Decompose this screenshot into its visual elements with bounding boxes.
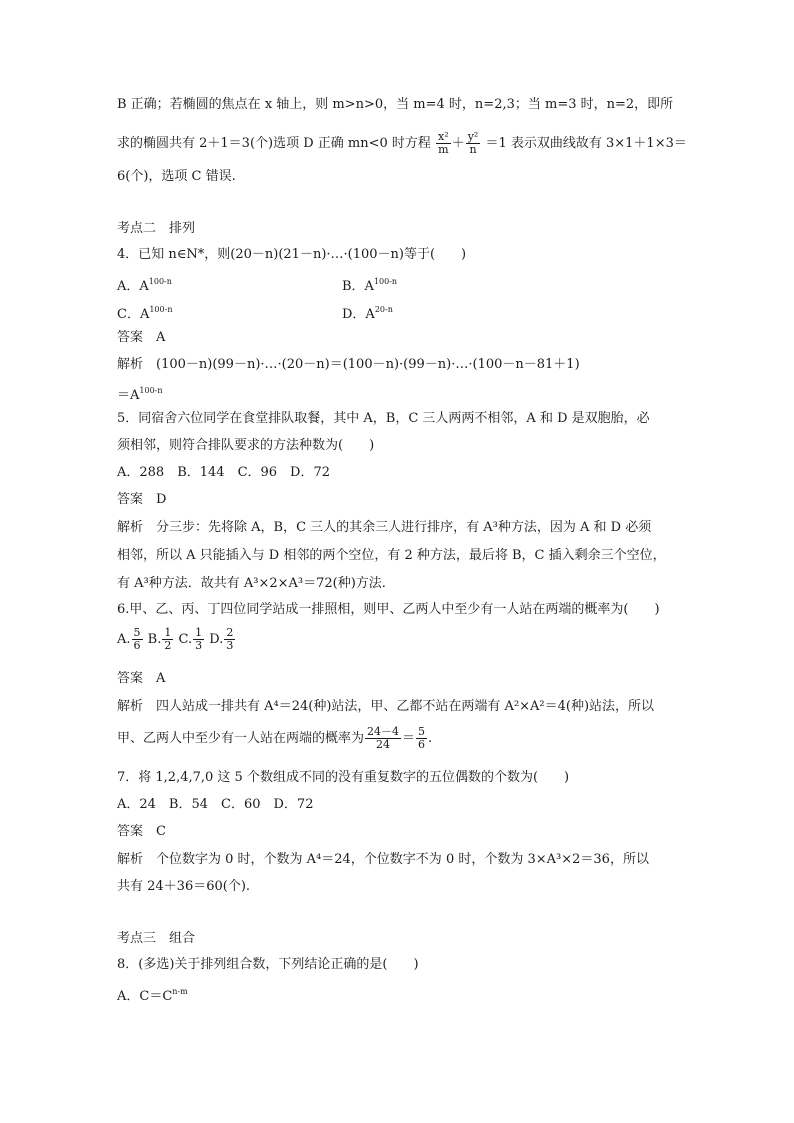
fraction <box>365 726 401 751</box>
fraction-denominator: 24 <box>376 738 391 751</box>
question-8-option-a <box>117 983 188 1006</box>
option-label: B. <box>147 632 162 647</box>
fraction-numerator: x² <box>438 130 449 143</box>
question-8: 8．(多选)关于排列组合数，下列结论正确的是( ) <box>117 957 419 972</box>
superscript: n-m <box>172 987 188 996</box>
explanation-4: 解析 (100－n)(99－n)·…·(20－n)＝(100－n)·(99－n)·…·(100－n－81＋1) <box>117 357 580 372</box>
answer-5: 答案 D <box>117 492 167 507</box>
period: . <box>428 731 433 746</box>
option-row <box>117 301 393 324</box>
option-a <box>117 626 144 652</box>
option-c <box>178 626 206 652</box>
option-label: A．C <box>117 989 150 1004</box>
explanation-7-cont: 共有 24＋36＝60(个). <box>117 879 251 894</box>
explanation-4-cont <box>117 382 163 405</box>
fraction-numerator: 2 <box>226 626 234 639</box>
fraction <box>162 627 173 652</box>
option-row <box>117 273 397 296</box>
option-label: C. <box>178 632 193 647</box>
fraction-denominator: 3 <box>226 639 234 652</box>
text-line: B 正确；若椭圆的焦点在 x 轴上，则 m>n>0，当 m=4 时，n=2,3；当 m=3 时，n=2，即所 <box>117 97 674 112</box>
fraction <box>416 726 427 751</box>
text-segment: 求的椭圆共有 2＋1＝3(个)选项 D 正确 mn<0 时方程 <box>117 136 431 151</box>
explanation-5: 解析 分三步：先将除 A，B，C 三人的其余三人进行排序，有 A³种方法，因为 A 和 D 必须 <box>117 520 652 535</box>
equals-sign: ＝ <box>402 731 416 746</box>
fraction-numerator: 1 <box>195 626 203 639</box>
explanation-5-cont: 有 A³种方法．故共有 A³×2×A³＝72(种)方法. <box>117 576 386 591</box>
option-label: C．A <box>117 307 150 322</box>
superscript: 100-n <box>373 277 398 286</box>
option-b <box>147 626 175 652</box>
fraction-x2-over-m <box>436 131 451 156</box>
option-c <box>117 301 342 324</box>
question-5: 5．同宿舍六位同学在食堂排队取餐，其中 A，B，C 三人两两不相邻，A 和 D 是双胞胎，必 <box>117 411 650 426</box>
option-label: D．A <box>342 307 375 322</box>
fraction-denominator: n <box>469 143 477 156</box>
question-4: 4．已知 n∈N*，则(20－n)(21－n)·…·(100－n)等于( ) <box>117 247 467 262</box>
option-d <box>342 301 393 324</box>
question-5-options: A．288 B．144 C．96 D．72 <box>117 465 331 480</box>
plus-sign: ＋ <box>451 136 465 151</box>
question-6-options <box>117 627 236 653</box>
fraction-denominator: 6 <box>133 639 141 652</box>
text-segment: ＝C <box>149 989 173 1004</box>
question-7-options: A．24 B．54 C．60 D．72 <box>117 797 314 812</box>
fraction <box>224 627 235 652</box>
explanation-6-cont <box>117 724 432 754</box>
question-6: 6.甲、乙、丙、丁四位同学站成一排照相，则甲、乙两人中至少有一人站在两端的概率为( ) <box>117 602 660 617</box>
fraction-denominator: 2 <box>164 639 172 652</box>
option-label: B．A <box>342 279 374 294</box>
text-line <box>117 131 687 156</box>
explanation-7: 解析 个位数字为 0 时，个数为 A⁴＝24，个位数字不为 0 时，个数为 3×A³×2＝36，所以 <box>117 852 649 867</box>
answer-6: 答案 A <box>117 671 166 686</box>
fraction-numerator: 1 <box>164 626 172 639</box>
explanation-5-cont: 相邻，所以 A 只能插入与 D 相邻的两个空位，有 2 种方法，最后将 B，C 插入剩余三个空位， <box>117 548 666 563</box>
fraction <box>132 627 143 652</box>
fraction-denominator: m <box>438 143 449 156</box>
fraction-numerator: y² <box>467 130 479 143</box>
text-segment: ＝1 表示双曲线故有 3×1＋1×3＝ <box>485 136 687 151</box>
option-label: A．A <box>117 279 149 294</box>
section-heading: 考点三 组合 <box>117 931 196 946</box>
fraction-numerator: 5 <box>418 725 426 738</box>
option-label: A. <box>117 632 131 647</box>
text-segment: ＝A <box>117 388 140 403</box>
section-heading: 考点二 排列 <box>117 221 196 236</box>
answer-7: 答案 C <box>117 824 166 839</box>
fraction-numerator: 5 <box>133 626 141 639</box>
option-d <box>209 626 236 652</box>
superscript: 20-n <box>374 305 393 314</box>
fraction-denominator: 3 <box>195 639 203 652</box>
text-segment: 甲、乙两人中至少有一人站在两端的概率为 <box>117 731 365 746</box>
superscript: 100-n <box>149 305 173 314</box>
option-label: D. <box>209 632 224 647</box>
superscript: 100-n <box>139 386 163 395</box>
option-b <box>342 273 397 296</box>
fraction-y2-over-n <box>466 131 481 156</box>
question-5-cont: 须相邻，则符合排队要求的方法种数为( ) <box>117 438 375 453</box>
option-a <box>117 273 342 296</box>
superscript: 100-n <box>148 277 172 286</box>
question-7: 7．将 1,2,4,7,0 这 5 个数组成不同的没有重复数字的五位偶数的个数为( ) <box>117 770 570 785</box>
answer-4: 答案 A <box>117 330 166 345</box>
fraction-numerator: 24－4 <box>367 725 400 738</box>
fraction <box>193 627 204 652</box>
text-line: 6(个)，选项 C 错误. <box>117 169 236 184</box>
fraction-denominator: 6 <box>418 738 426 751</box>
explanation-6: 解析 四人站成一排共有 A⁴＝24(种)站法，甲、乙都不站在两端有 A²×A²＝4(种)站法，所以 <box>117 699 655 714</box>
